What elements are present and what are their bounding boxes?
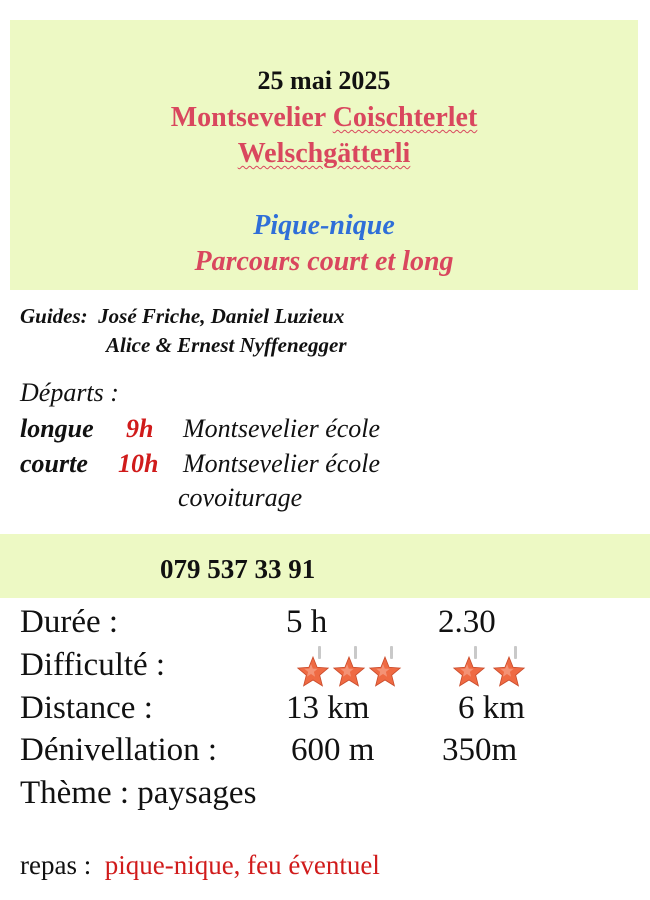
meal-line bbox=[20, 850, 380, 881]
star-icon bbox=[296, 655, 330, 689]
location-underlined: Coischterlet bbox=[332, 102, 478, 133]
departure-long-label: longue bbox=[20, 414, 94, 443]
location-prefix: Montsevelier bbox=[170, 102, 333, 133]
event-location-line2 bbox=[10, 138, 638, 170]
elevation-long: 600 m bbox=[291, 732, 375, 768]
difficulty-star bbox=[452, 646, 488, 692]
difficulty-label: Difficulté : bbox=[20, 647, 166, 683]
elevation-label: Dénivellation : bbox=[20, 732, 218, 768]
star-icon bbox=[332, 655, 366, 689]
duration-long: 5 h bbox=[286, 604, 328, 640]
header-panel bbox=[10, 20, 638, 290]
phone-bar bbox=[0, 534, 650, 598]
departure-short-label: courte bbox=[20, 449, 88, 478]
routes-label: Parcours court et long bbox=[194, 246, 454, 277]
carpool-note: covoiturage bbox=[178, 483, 303, 512]
duration-label: Durée : bbox=[20, 604, 119, 640]
distance-short: 6 km bbox=[458, 690, 525, 726]
guides-line1 bbox=[20, 304, 344, 329]
picnic-label: Pique-nique bbox=[253, 210, 395, 241]
meal-value: pique-nique, feu éventuel bbox=[104, 850, 380, 880]
departure-short-time: 10h bbox=[118, 449, 159, 478]
meal-label: repas : bbox=[20, 850, 92, 880]
difficulty-star bbox=[368, 646, 404, 692]
distance-label: Distance : bbox=[20, 690, 153, 726]
guides-line2: Alice & Ernest Nyffenegger bbox=[106, 333, 347, 357]
star-icon bbox=[492, 655, 526, 689]
difficulty-star bbox=[296, 646, 332, 692]
difficulty-long-stars bbox=[296, 646, 406, 694]
location-line2-text: Welschgätterli bbox=[237, 138, 411, 169]
difficulty-short-stars bbox=[452, 646, 532, 694]
event-location bbox=[10, 102, 638, 134]
theme-line: Thème : paysages bbox=[20, 775, 257, 811]
star-icon bbox=[368, 655, 402, 689]
departure-long-place: Montsevelier école bbox=[183, 414, 381, 443]
star-icon bbox=[452, 655, 486, 689]
departure-long-time: 9h bbox=[126, 414, 154, 443]
guides-names-1: José Friche, Daniel Luzieux bbox=[98, 304, 345, 328]
phone-number: 079 537 33 91 bbox=[160, 554, 316, 584]
difficulty-star bbox=[332, 646, 368, 692]
distance-long: 13 km bbox=[286, 690, 370, 726]
difficulty-star bbox=[492, 646, 528, 692]
event-date: 25 mai 2025 bbox=[257, 66, 391, 95]
guides-label: Guides: bbox=[20, 304, 88, 328]
departures-title: Départs : bbox=[20, 378, 119, 407]
elevation-short: 350m bbox=[442, 732, 518, 768]
departure-short-place: Montsevelier école bbox=[183, 449, 381, 478]
duration-short: 2.30 bbox=[438, 604, 496, 640]
